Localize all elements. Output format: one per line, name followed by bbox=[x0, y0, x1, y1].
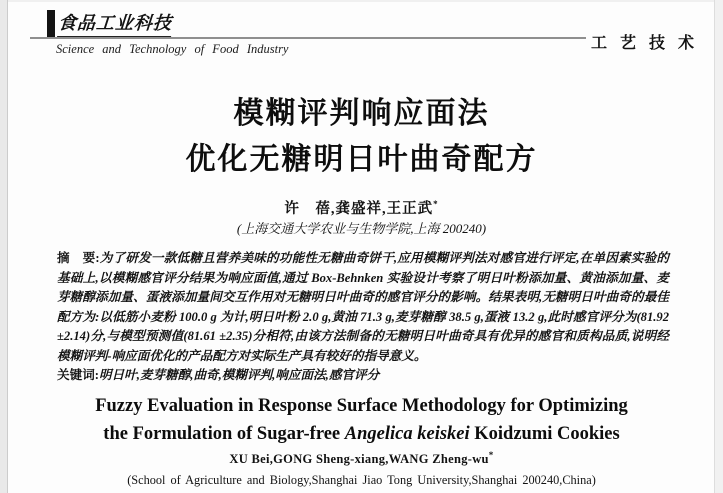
paper-title-en bbox=[0, 392, 723, 448]
keywords-label: 关键词: bbox=[57, 368, 99, 382]
journal-name-en: Science and Technology of Food Industry bbox=[56, 42, 289, 56]
journal-logo-cn: 食品工业科技 bbox=[57, 9, 173, 38]
paper-title-cn-line1: 模糊评判响应面法 bbox=[233, 97, 490, 130]
paper-title-en-line2-pre: the Formulation of Sugar-free bbox=[103, 424, 345, 444]
affiliation-cn: (上海交通大学农业与生物学院,上海 200240) bbox=[236, 221, 487, 236]
paper-title-en-line2-post: Koidzumi Cookies bbox=[469, 424, 620, 444]
journal-logo-bar bbox=[47, 10, 55, 38]
paper-title-en-species: Angelica keiskei bbox=[344, 424, 470, 444]
abstract-label: 摘 要: bbox=[57, 251, 100, 265]
abstract-paragraph bbox=[57, 249, 669, 367]
authors-en-names: XU Bei,GONG Sheng-xiang,WANG Zheng-wu bbox=[229, 452, 489, 466]
page-edge-top bbox=[0, 0, 723, 2]
keywords-text: 明日叶,麦芽糖醇,曲奇,模糊评判,响应面法,感官评分 bbox=[98, 368, 380, 382]
corresponding-author-mark: * bbox=[433, 199, 439, 210]
corresponding-author-mark-en: * bbox=[488, 449, 494, 460]
header-divider-rule bbox=[30, 37, 586, 39]
keywords-paragraph bbox=[57, 366, 669, 386]
authors-cn bbox=[0, 197, 723, 218]
authors-cn-names: 许 蓓,龚盛祥,王正武 bbox=[284, 201, 434, 217]
paper-title-cn-line2: 优化无糖明日叶曲奇配方 bbox=[185, 143, 538, 176]
authors-en bbox=[0, 449, 723, 467]
paper-title-cn bbox=[0, 91, 723, 183]
paper-title-en-line1: Fuzzy Evaluation in Response Surface Methodology for Optimizing bbox=[95, 396, 628, 416]
section-label: 工艺技术 bbox=[590, 35, 707, 52]
affiliation-en: (School of Agriculture and Biology,Shanghai Jiao Tong University,Shanghai 200240,China) bbox=[127, 473, 596, 487]
abstract-text: 为了研发一款低糖且营养美味的功能性无糖曲奇饼干,应用模糊评判法对感官进行评定,在单因素实验的基础上,以模糊感官评分结果为响应面值,通过 Box-Behnken 实验设计考察了明日叶粉添加量、黄油添加量、麦芽糖醇添加量、蛋液添加量间交互作用对无糖明日叶曲奇的感官评分的影响。结果表明,无糖明日叶曲奇的最佳配方为:以低筋小麦粉 100.0 g 为计,明日叶粉 2.0 g,黄油 71.3 g,麦芽糖醇 38.5 g,蛋液 13.2 g,此时感官评分为(81.92 ±2.14)分,与模型预测值(81.61 ±2.35)分相符,由该方法制备的无糖明日叶曲奇具有优异的感官和质构品质,说明经模糊评判-响应面优化的产品配方对实际生产具有较好的指导意义。 bbox=[57, 251, 669, 363]
